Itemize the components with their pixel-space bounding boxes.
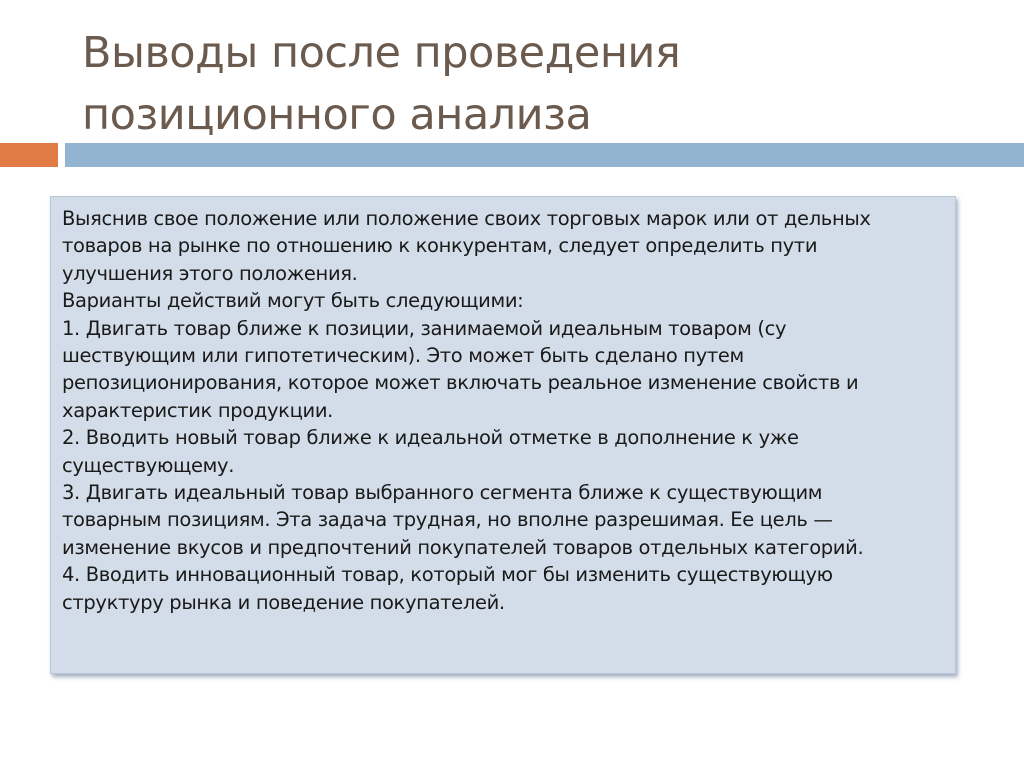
accent-bar-blue (65, 143, 1024, 167)
body-line: 4. Вводить инновационный товар, который мог бы изменить существующую (62, 563, 833, 587)
body-line: товаров на рынке по отношению к конкурентам, следует определить пути (62, 234, 818, 258)
body-line: улучшения этого положения. (62, 261, 358, 285)
title-line: Выводы после проведения (82, 28, 681, 78)
slide-title (82, 22, 680, 146)
body-line: изменение вкусов и предпочтений покупателей товаров отдельных категорий. (62, 535, 864, 559)
body-line: репозиционирования, которое может включать реальное изменение свойств и (62, 371, 859, 395)
body-line: шествующим или гипотетическим). Это может быть сделано путем (62, 344, 744, 368)
body-line: Варианты действий могут быть следующими: (62, 289, 524, 313)
body-line: существующему. (62, 453, 235, 477)
body-line: товарным позициям. Эта задача трудная, но вполне разрешимая. Ее цель — (62, 508, 833, 532)
accent-bar-orange (0, 143, 58, 167)
body-line: 3. Двигать идеальный товар выбранного сегмента ближе к существующим (62, 481, 823, 505)
body-line: характеристик продукции. (62, 398, 334, 422)
body-line: структуру рынка и поведение покупателей. (62, 590, 505, 614)
body-line: Выяснив свое положение или положение своих торговых марок или от дельных (62, 207, 871, 230)
title-line: позиционного анализа (82, 90, 592, 140)
body-text (62, 205, 952, 616)
body-line: 2. Вводить новый товар ближе к идеальной отметке в дополнение к уже (62, 426, 799, 450)
body-line: 1. Двигать товар ближе к позиции, занимаемой идеальным товаром (су (62, 316, 787, 340)
